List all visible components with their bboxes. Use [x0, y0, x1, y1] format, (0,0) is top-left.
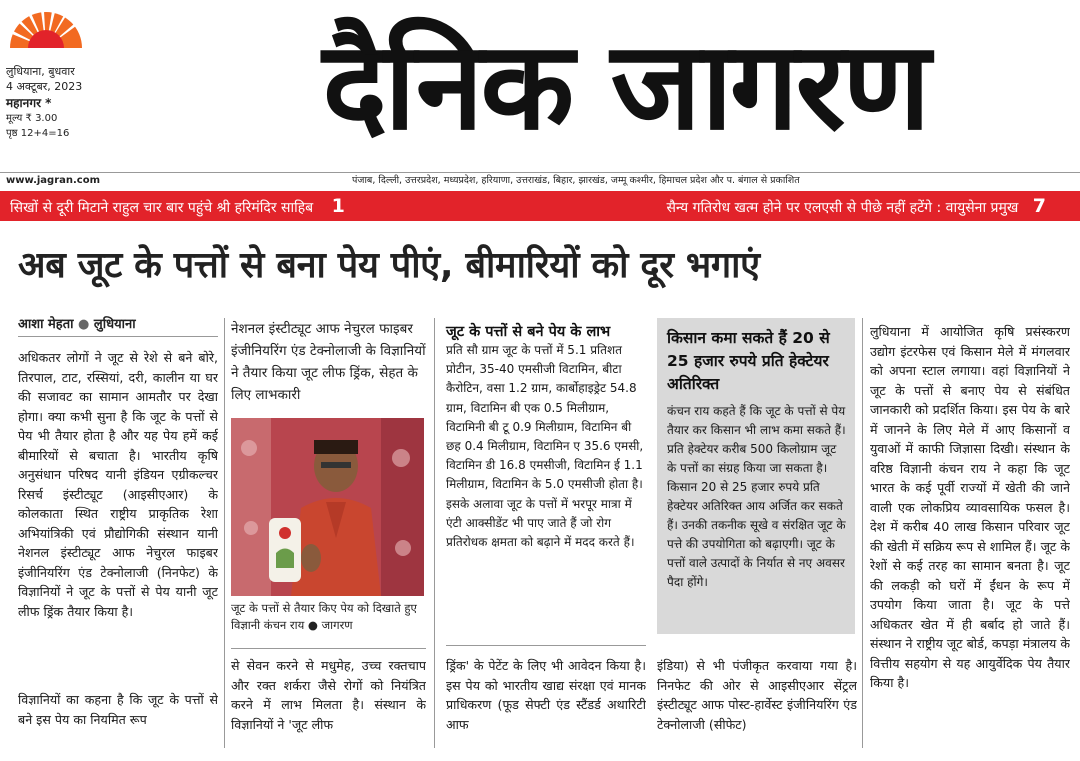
column-1-continued: विज्ञानियों का कहना है कि जूट के पत्तों से बने इस पेय का नियमित रूप: [18, 692, 218, 727]
issue-date: 4 अक्टूबर, 2023: [6, 80, 83, 93]
column-divider: [862, 318, 863, 748]
byline-name: आशा मेहता: [18, 317, 74, 332]
teaser-left[interactable]: [10, 191, 345, 223]
scientist-photo: [231, 418, 424, 596]
farmer-income-text: कंचन राय कहते हैं कि जूट के पत्तों से पेय तैयार कर किसान भी लाभ कमा सकते हैं। प्रति हेक्टेयर करीब 500 किलोग्राम जूट के पत्तों का संग्रह किया जा सकता है। किसान 20 से 25 हजार रुपये प्रति हेक्टेयर अतिरिक्त आय अर्जित कर सकते हैं। उनकी तकनीक सूखे व संरक्षित जूट के पत्ते की उपयोगिता को बढ़ाएगी। जूट के पत्तों वाले उत्पादों के निर्यात से नए अवसर पैदा होंगे।: [667, 404, 846, 589]
city-day: लुधियाना, बुधवार: [6, 65, 75, 78]
benefits-text: प्रति सौ ग्राम जूट के पत्तों में 5.1 प्रतिशत प्रोटीन, 35-40 एमसीजी विटामिन, बीटा कैरोटिन, वसा 1.2 ग्राम, कार्बोहाइड्रेट 54.8 ग्राम, विटामिन बी एक 0.5 मिलीग्राम, विटामिनी बी टू 0.9 मिलीग्राम, विटामिन बी छह 0.4 मिलीग्राम, विटामिन ए 35.6 एमसी, विटामिन डी 16.8 एमसीजी, विटामिन ई 1.1 मिलीग्राम, विटामिन के 5.0 एमसीजी होता है। इसके अलावा जूट के पत्तों में भरपूर मात्रा में एंटी आक्सीडेंट भी पाए जाते हैं जो रोग प्रतिरोधक क्षमता को बढ़ाने में मदद करते हैं।: [446, 343, 644, 550]
column-4-text: इंडिया) से भी पंजीकृत करवाया गया है। निनफेट की ओर से आइसीएआर सेंट्रल इंस्टीट्यूट आफ पोस्ट-हार्वेस्ट इंजीनियरिंग एंड टेक्नोलाजी (सीफेट): [657, 658, 857, 732]
edition-info: [6, 64, 82, 141]
column-5-text: लुधियाना में आयोजित कृषि प्रसंस्करण उद्योग इंटरफेस एवं किसान मेले में मंगलवार को अपना स्टाल लगाया। वहां विज्ञानियों ने जूट के पत्तों से बनाए पेय से संबंधित जानकारी को प्रदर्शित किया। इस पेय के बारे में जानने के लिए मेले में आए किसानों व युवाओं में काफी जिज्ञासा दिखी। संस्थान के वरिष्ठ विज्ञानी कंचन राय ने कहा कि जूट भारत के कई पूर्वी राज्यों में खेती की जाने वाली एक लोकप्रिय व्यावसायिक फसल है। देश में करीब 40 लाख किसान परिवार जूट की खेती में सक्रिय रूप से शामिल हैं। जूट के रेशों से कई तरह का सामान बनता है। जूट की लकड़ी को घरों में ईंधन के रूप में उपयोग किया जाता है। जूट के पत्ते अधिकतर खेत में ही बर्बाद हो जाते हैं। संस्थान ने राष्ट्रीय जूट बोर्ड, कपड़ा मंत्रालय के वित्तीय सहयोग से यह आयुर्वेदिक पेय तैयार किया है।: [870, 324, 1070, 690]
byline-place: लुधियाना: [93, 317, 136, 332]
benefits-heading: जूट के पत्तों से बने पेय के लाभ: [446, 324, 611, 340]
byline: आशा मेहता ● लुधियाना: [18, 317, 136, 332]
published-states: पंजाब, दिल्ली, उत्तरप्रदेश, मध्यप्रदेश, हरियाणा, उत्तराखंड, बिहार, झारखंड, जम्मू कश्मीर, हिमाचल प्रदेश और प. बंगाल से प्रकाशित: [352, 175, 800, 186]
teaser-right[interactable]: [666, 191, 1046, 223]
column-divider: [224, 318, 225, 748]
column-1-text: अधिकतर लोगों ने जूट से रेशे से बने बोरे, तिरपाल, टाट, रस्सियां, दरी, कालीन या घर की सजावट का सामान आमतौर पर देखा होगा। क्या कभी सुना है कि जूट के पत्तों से पेय भी तैयार होता है और यह पेय हमें कई बीमारियों से बचाता है। भारतीय कृषि अनुसंधान परिषद यानी इंडियन एग्रीकल्चर रिसर्च इंस्टीट्यूट (आइसीएआर) के कोलकाता स्थित राष्ट्रीय प्राकृतिक रेशा अभियांत्रिकी एवं प्रौद्योगिकी संस्थान यानी नेशनल इंस्टीट्यूट आफ नेचुरल फाइबर इंजीनियरिंग एंड टेक्नोलाजी (निनफेट) के विज्ञानियों ने जूट के पत्तों से पेय यानी जूट लीफ ड्रिंक तैयार किया है।: [18, 350, 218, 619]
caption-rule: [231, 648, 426, 649]
teaser-right-text: सैन्य गतिरोध खत्म होने पर एलएसी से पीछे नहीं हटेंगे : वायुसेना प्रमुख: [666, 200, 1019, 216]
newspaper-title: दैनिक जागरण: [322, 15, 928, 157]
info-bar: [0, 172, 1080, 189]
column-2-text: से सेवन करने से मधुमेह, उच्च रक्तचाप और रक्त शर्करा जैसे रोगों को नियंत्रित करने में लाभ मिलता है। संस्थान के विज्ञानियों ने 'जूट लीफ: [231, 658, 426, 732]
sub-headline: नेशनल इंस्टीट्यूट आफ नेचुरल फाइबर इंजीनियरिंग एंड टेक्नोलाजी के विज्ञानियों ने तैयार किया जूट लीफ ड्रिंक, सेहत के लिए लाभकारी: [231, 321, 426, 403]
website-url[interactable]: www.jagran.com: [6, 175, 101, 186]
column-3-text: ड्रिंक' के पेटेंट के लिए भी आवेदन किया है। इस पेय को भारतीय खाद्य संरक्षा एवं मानक प्राधिकरण (फूड सेफ्टी एंड स्टैंडर्ड अथारिटी आफ: [446, 658, 646, 732]
benefits-rule: [446, 645, 646, 646]
price: मूल्य ₹ 3.00: [6, 113, 58, 124]
byline-rule: [18, 336, 218, 337]
article-headline: अब जूट के पत्तों से बना पेय पीएं, बीमारियों को दूर भगाएं: [18, 245, 760, 286]
teaser-left-page: 1: [331, 195, 345, 217]
teaser-left-text: सिखों से दूरी मिटाने राहुल चार बार पहुंचे श्री हरिमंदिर साहिब: [10, 200, 314, 216]
edition-name: महानगर *: [6, 96, 52, 110]
farmer-income-heading: किसान कमा सकते हैं 20 से 25 हजार रुपये प्रति हेक्टेयर अतिरिक्त: [667, 329, 830, 393]
teaser-right-page: 7: [1032, 195, 1046, 217]
column-divider: [434, 318, 435, 748]
teaser-bar: [0, 191, 1080, 221]
photo-caption: जूट के पत्तों से तैयार किए पेय को दिखाते हुए विज्ञानी कंचन राय ● जागरण: [231, 601, 417, 632]
page-count: पृष्ठ 12+4=16: [6, 128, 70, 139]
jagran-logo: [6, 4, 86, 52]
